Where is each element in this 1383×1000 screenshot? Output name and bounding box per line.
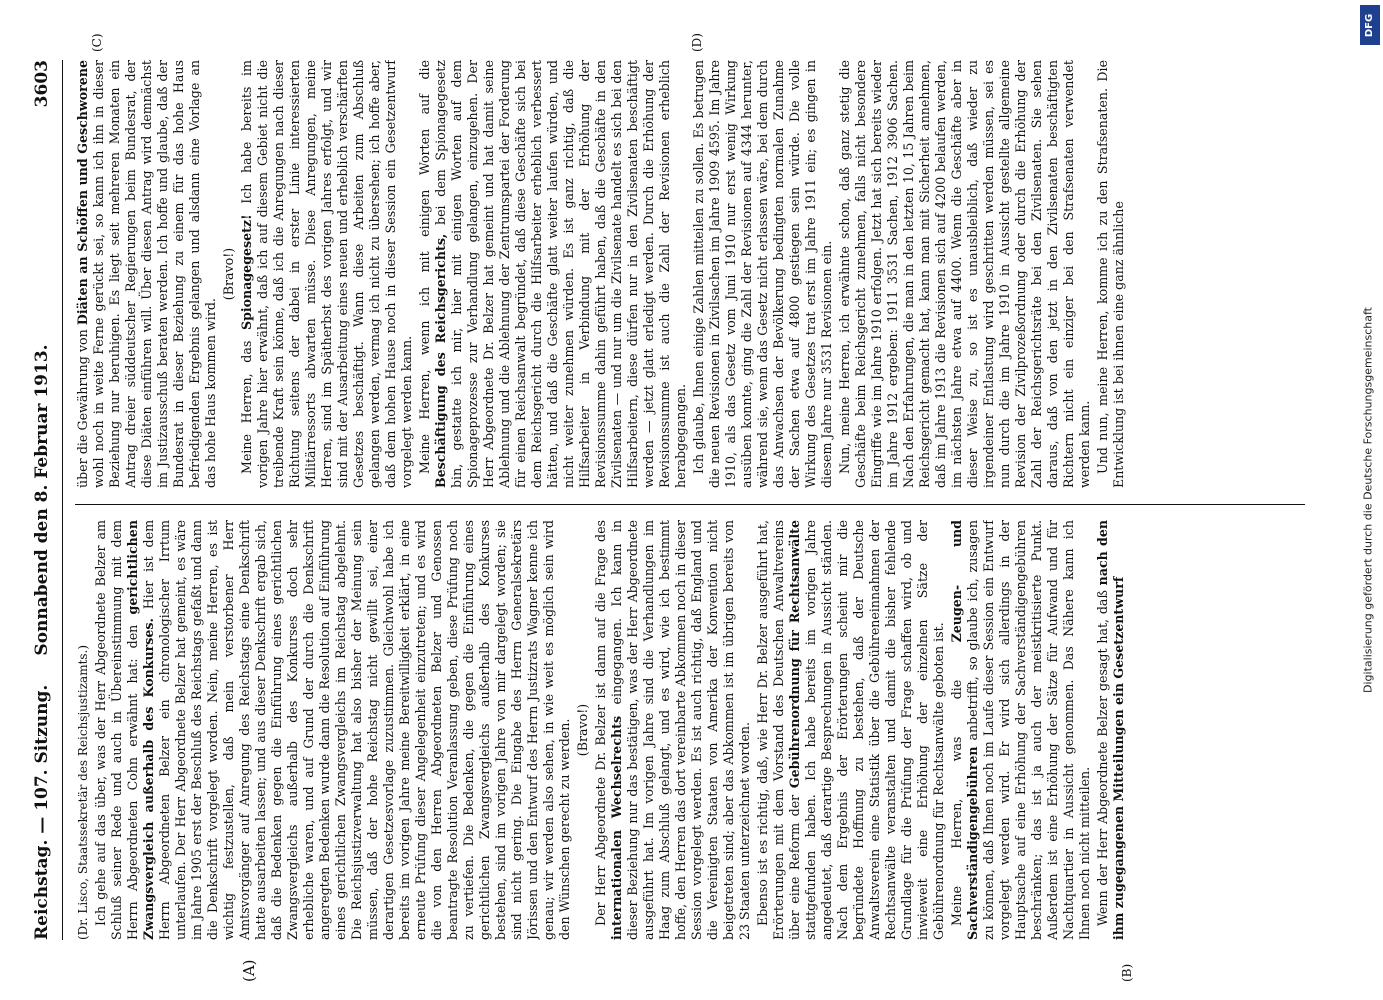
dfg-logo bbox=[1360, 5, 1380, 45]
paragraph: Ich glaube, Ihnen einige Zahlen mitteilen zu sollen. Es betrugen die neuen Revisionen in Zivilsachen im Jahre 1909 4595. Im Jahre 1910, als das Gesetz vom Juni 1910 nur erst wenig Wirkung ausüben konnte, ging die Zahl der Revisionen auf 4344 herunter, während sie, wenn das Gesetz nicht erlassen wäre, bei dem durch das Anwachsen der Bevölkerung bedingten normalen Zunahme der Sachen etwa auf 4800 gestiegen sein würde. Die volle Wirkung des Gesetzes trat erst im Jahre 1911 ein; es gingen in diesem Jahre nur 3531 Revisionen ein. bbox=[691, 60, 834, 488]
text: stattgefunden haben. Ich habe bereits im vorigen Jahre angedeutet, daß derartige Besprechungen in Aussicht ständen. Nach dem Ergebnis der Erörterungen scheint mir die begründete Hoffnung zu bestehen, daß der Deutsche Anwaltsverein eine Statistik über die Gebühreneinnahmen der Rechtsanwälte veranstalten und damit die bisher fehlende Grundlage für die Prüfung der Frage schaffen wird, ob und inwieweit eine Erhöhung der einzelnen Sätze der Gebührenordnung für Rechtsanwälte geboten ist. bbox=[803, 520, 946, 940]
text: Ich gehe auf das über, was der Herr Abgeordnete Belzer am Schluß seiner Rede und auch in Übereinstimmung mit dem Herrn Abgeordneten Cohn erwähnt hat: den bbox=[93, 520, 140, 940]
bold-text: Spionagegesetz! bbox=[239, 214, 254, 331]
page-header bbox=[32, 60, 62, 940]
paragraph bbox=[239, 60, 415, 488]
header-rule bbox=[62, 60, 63, 940]
text: Ebenso ist es richtig, daß, wie Herr Dr. Belzer ausgeführt hat, Erörterungen mit dem Vorstand des Deutschen Anwaltvereins über eine Reform der bbox=[755, 520, 802, 940]
paragraph bbox=[593, 520, 753, 940]
margin-marker-b: (B) bbox=[1120, 963, 1134, 982]
paragraph: Und nun, meine Herren, komme ich zu den Strafsenaten. Die Entwicklung ist bei ihnen eine ganz ähnliche bbox=[1095, 60, 1126, 488]
paragraph bbox=[75, 60, 219, 488]
applause: (Bravo!) bbox=[221, 247, 236, 301]
text: Meine Herren, das bbox=[239, 340, 254, 474]
margin-marker-a: (A) bbox=[240, 959, 258, 982]
bold-text: Beschäftigung des Reichsgerichts, bbox=[433, 233, 448, 488]
paragraph bbox=[949, 520, 1093, 940]
paragraph: Nun, meine Herren, ich erwähnte schon, daß ganz stetig die Geschäfte beim Reichsgericht zunehmen, falls nicht besondere Eingriffe wie im Jahre 1910 erfolgen. Jetzt hat sich bereits wieder im Jahre 1912 ergeben: 1911 3531 Sachen, 1912 3906 Sachen. Nach den Erfahrungen, die man in den letzten 10, 15 Jahren beim Reichsgericht gemacht hat, kann man mit Sicherheit annehmen, daß im Jahre 1913 die Revisionen sich auf 4200 belaufen werden, im nächsten Jahre etwa auf 4400. Wenn die Geschäfte aber in dieser Weise zu, so ist es unausbleiblich, daß wieder zu irgendeiner Entlastung wird geschritten werden müssen, sei es nun durch die im Jahre 1910 in Aussicht gestellte allgemeine Revision der Zivilprozeßordnung oder durch die Erhöhung der Zahl der Reichsgerichtsräte bei den Zivilsenaten. Sie sehen daraus, daß von den jetzt in den Zivilsenaten beschäftigten Richtern nicht ein einziger bei den Strafsenaten verwendet werden kann. bbox=[837, 60, 1092, 488]
bold-text: Diäten an Schöffen und Geschworene bbox=[75, 60, 90, 326]
header-date: Sonnabend den 8. Februar 1913. bbox=[32, 344, 52, 656]
paragraph bbox=[93, 520, 573, 940]
text: Der Herr Abgeordnete Dr. Belzer ist dann auf die Frage des bbox=[593, 520, 608, 926]
text: über die Gewährung von bbox=[75, 329, 90, 488]
dfg-logo-text: DFG bbox=[1364, 13, 1376, 37]
left-column bbox=[75, 520, 1305, 940]
applause: (Bravo!) bbox=[575, 703, 590, 757]
text: eingegangen. Ich kann in dieser Beziehung nur das bestätigen, was der Herr Abgeordnete ausgeführt hat. Im vorigen Jahre sind die Verhandlungen im Haag zum Abschluß gelangt, und es wird, wie ich bestimmt hoffe, den Herren das dort vereinbarte Abkommen noch in dieser Session vorgelegt werden. Es ist auch richtig, daß England und die Vereinigten Staaten von Amerika der Konvention nicht beigetreten sind; aber das Abkommen ist im übrigen bereits von 23 Staaten unterzeichnet worden. bbox=[609, 520, 752, 940]
paragraph bbox=[755, 520, 947, 940]
paragraph bbox=[1095, 520, 1127, 940]
bold-text: internationalen Wechselrechts bbox=[609, 715, 624, 940]
speaker-note: (Dr. Lisco, Staatssekretär des Reichsjustizamts.) bbox=[76, 644, 90, 940]
bold-text: Gebührenordnung für Rechtsanwälte bbox=[787, 520, 802, 789]
bold-text: Zeugen- und Sachverständigengebühren bbox=[949, 520, 980, 940]
text: Ich habe bereits im vorigen Jahre hier erwähnt, daß ich auf diesem Gebiet nicht die treibende Kraft sein könne, daß ich die Anregungen nach dieser Richtung seitens der dabei in erster Linie interessierten Militärressorts abwarten müsse. Diese Anregungen, meine Herren, sind im Spätherbst des vorigen Jahres erfolgt, und wir sind mit der Ausarbeitung eines neuen und erheblich verschärften Gesetzes beschäftigt. Wann diese Arbeiten zum Abschluß gelangen werden, vermag ich nicht zu übersehen; ich hoffe aber, daß dem hohen Hause noch in dieser Session ein Gesetzentwurf vorgelegt werden kann. bbox=[239, 60, 414, 488]
text: Wenn der Herr Abgeordnete Belzer gesagt hat, daß bbox=[1095, 590, 1110, 926]
bold-text: nach den ihm zugegangenen Mitteilungen ein Gesetzentwurf bbox=[1095, 520, 1126, 940]
text: wohl noch in weite Ferne gerückt sei, so kann ich ihn in dieser Beziehung nur beruhigen. Es liegt seit mehreren Monaten ein Antrag dreier süddeutscher Regierungen beim Bundesrat, der diese Diäten einführen will. Über diesen Antrag wird demnächst im Justizausschuß beraten werden. Ich hoffe und glaube, daß der Bundesrat in dieser Beziehung zu einem für das hohe Haus befriedigenden Ergebnis gelangen und alsdann eine Vorlage an das hohe Haus kommen wird. bbox=[91, 60, 218, 488]
text: Meine Herren, wenn ich mit einigen Worten auf die bbox=[417, 60, 432, 474]
right-column bbox=[75, 60, 1305, 488]
margin-marker-c: (C) bbox=[90, 33, 104, 52]
text: Meine Herren, was die bbox=[949, 679, 964, 926]
margin-marker-d: (D) bbox=[690, 33, 704, 52]
page-number: 3603 bbox=[32, 60, 52, 108]
text: Hier ist dem Herrn Abgeordneten Belzer ein chronologischer Irrtum unterlaufen. Der Herr Abgeordnete Belzer hat gemeint, es wäre im Jahre 1905 erst der Beschluß des Reichstags gefaßt und dann die Denkschrift vorgelegt worden. Nein, meine Herren, es ist wichtig festzustellen, daß mein verstorbener Herr Amtsvorgänger auf Anregung des Reichstags eine Denkschrift hatte ausarbeiten lassen; und aus dieser Denkschrift ergab sich, daß die Bedenken gegen die Einführung eines gerichtlichen Zwangsvergleichs außerhalb des Konkurses doch sehr erhebliche waren, und auf Grund der durch die Denkschrift angeregten Bedenken wurde dann die Resolution auf Einführung eines gerichtlichen Zwangsvergleichs im Reichstag abgelehnt. Die Reichsjustizverwaltung hat also bisher der Meinung sein müssen, daß der hohe Reichstag nicht gewillt sei, einer derartigen Gesetzesvorlage zuzustimmen. Gleichwohl habe ich bereits im vorigen Jahre meine Bereitwilligkeit erklärt, in eine erneute Prüfung dieser Angelegenheit einzutreten; und es wird die von den Herren Abgeordneten Belzer und Genossen beantragte Resolution Veranlassung geben, diese Prüfung noch zu vertiefen. Die Bedenken, die gegen die Einführung eines gerichtlichen Zwangsvergleichs außerhalb des Konkurses bestehen, sind im vorigen Jahre von mir dargelegt worden; sie sind nicht gering. Die Eingabe des Herrn Generalsekretärs Jörissen und den Entwurf des Herrn Justizrats Wagner kenne ich genau; wir werden also sehen, in wie weit es möglich sein wird den Wünschen gerecht zu werden. bbox=[141, 520, 572, 940]
digitization-credit: Digitalisierung gefördert durch die Deutsche Forschungsgemeinschaft bbox=[1361, 307, 1375, 693]
column-divider bbox=[75, 504, 1305, 505]
bold-text: gerichtlichen Zwangsvergleich außerhalb des Konkurses. bbox=[125, 520, 156, 940]
header-left: Reichstag. — 107. Sitzung. bbox=[32, 684, 52, 940]
paragraph bbox=[417, 60, 689, 488]
text: bei dem Spionagegesetz bin, gestatte ich mir, hier mit einigen Worten auf dem Spionageprozesse zur Verhandlung gelangen, einzugehen. Der Herr Abgeordnete Dr. Belzer hat gemeint und hat damit seine Ablehnung und die Ablehnung der Zentrumspartei der Forderung für einen Reichsanwalt begründet, daß diese Geschäfte sich bei dem Reichsgericht durch die Hilfsarbeiter erheblich verbessert hätten, und daß die Geschäfte glatt weiter laufen würden, und nicht weiter zunehmen würden. Es ist ganz richtig, daß die Hilfsarbeiter in Verbindung mit der Erhöhung der Revisionssumme dahin geführt haben, daß die Geschäfte in den Zivilsenaten — und nur um die Zivilsenate handelt es sich bei den Hilfsarbeitern, diese dürfen nur in den Zivilsenaten beschäftigt werden — jetzt glatt erledigt werden. Durch die Erhöhung der Revisionssumme ist auch die Zahl der Revisionen erheblich herabgegangen. bbox=[433, 60, 688, 488]
text: anbetrifft, so glaube ich, zusagen zu können, daß Ihnen noch im Laufe dieser Session ein Entwurf vorgelegt werden wird. Er wird sich allerdings in der Hauptsache auf eine Erhöhung der Sachverständigengebühren beschränken; das ist ja auch der meistkritisierte Punkt. Außerdem ist eine Erhöhung der Sätze für Aufwand und für Nachtquartier in Aussicht genommen. Das Nähere kann ich Ihnen noch nicht mitteilen. bbox=[965, 520, 1092, 940]
